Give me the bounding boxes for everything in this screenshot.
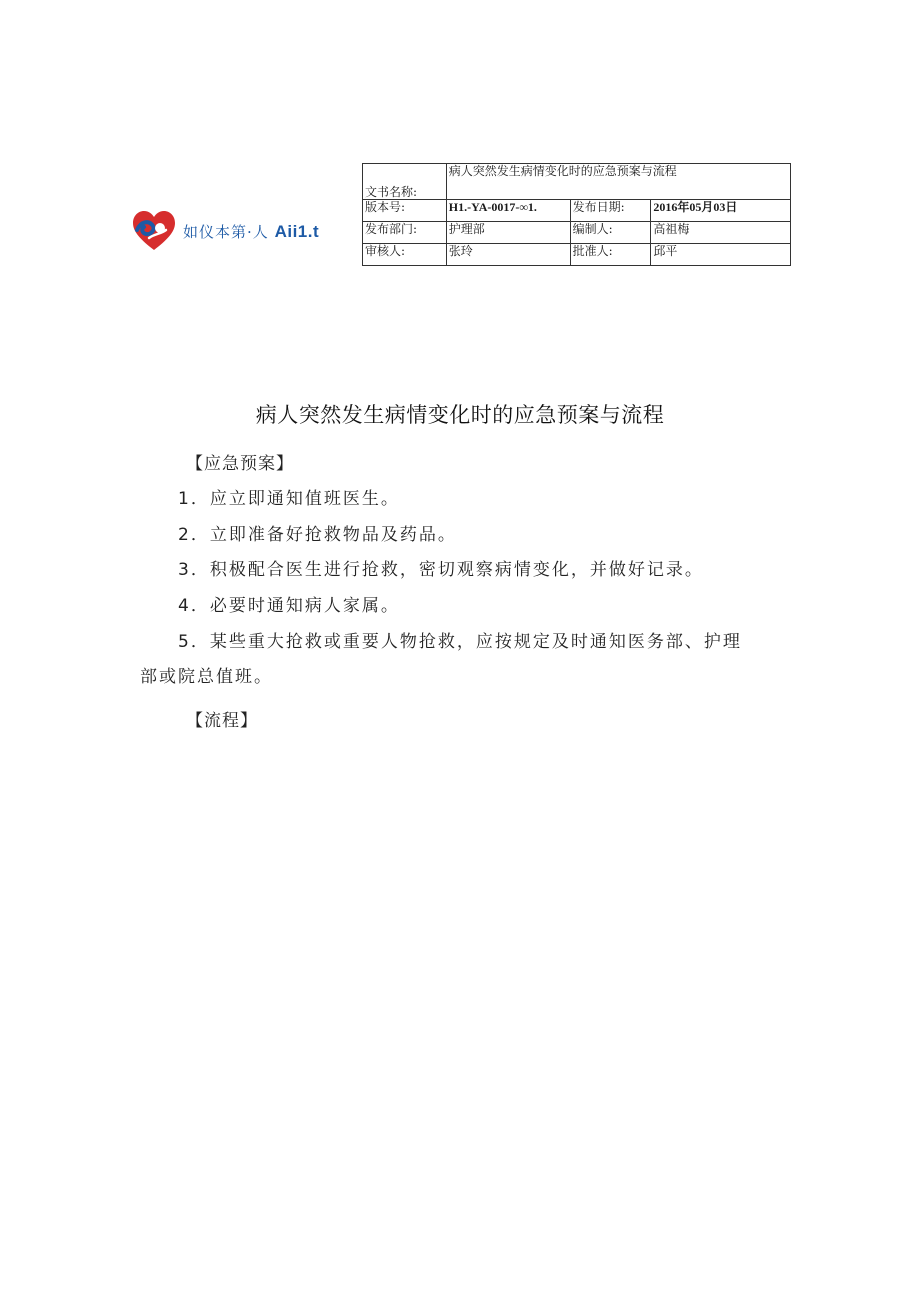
plan-heading: 【应急预案】 [186, 454, 294, 474]
plan-item-4: 4．必要时通知病人家属。 [178, 596, 400, 616]
document-info-table [362, 163, 791, 266]
hospital-logo [131, 208, 319, 254]
logo-text-latin: Aii1.t [274, 221, 320, 241]
heart-logo-icon [131, 208, 177, 254]
doc-name-label: 文书名称: [363, 164, 447, 200]
publish-date-label: 发布日期: [570, 200, 651, 222]
plan-item-3: 3．积极配合医生进行抢救，密切观察病情变化，并做好记录。 [178, 560, 704, 580]
reviewer-value: 张玲 [446, 244, 570, 266]
version-label: 版本号: [363, 200, 447, 222]
dept-label: 发布部门: [363, 222, 447, 244]
version-value: H1.-YA-0017-∞1. [446, 200, 570, 222]
approver-label: 批准人: [570, 244, 651, 266]
author-label: 编制人: [570, 222, 651, 244]
plan-item-1: 1．应立即通知值班医生。 [178, 489, 400, 509]
logo-text-cn: 如仪本第·人 [183, 222, 269, 241]
info-row-doc-name [363, 164, 791, 200]
publish-date-value: 2016年05月03日 [651, 200, 791, 222]
plan-item-5: 5．某些重大抢救或重要人物抢救，应按规定及时通知医务部、护理 [178, 632, 742, 652]
info-row-dept [363, 222, 791, 244]
info-row-review [363, 244, 791, 266]
approver-value: 邱平 [651, 244, 791, 266]
author-value: 高祖梅 [651, 222, 791, 244]
logo-wordmark [183, 221, 319, 242]
reviewer-label: 审核人: [363, 244, 447, 266]
info-row-version [363, 200, 791, 222]
dept-value: 护理部 [446, 222, 570, 244]
plan-item-2: 2．立即准备好抢救物品及药品。 [178, 525, 457, 545]
flow-heading: 【流程】 [186, 711, 258, 731]
doc-name-value: 病人突然发生病情变化时的应急预案与流程 [446, 164, 790, 200]
document-title: 病人突然发生病情变化时的应急预案与流程 [255, 403, 665, 427]
plan-item-5-continued: 部或院总值班。 [140, 667, 273, 687]
